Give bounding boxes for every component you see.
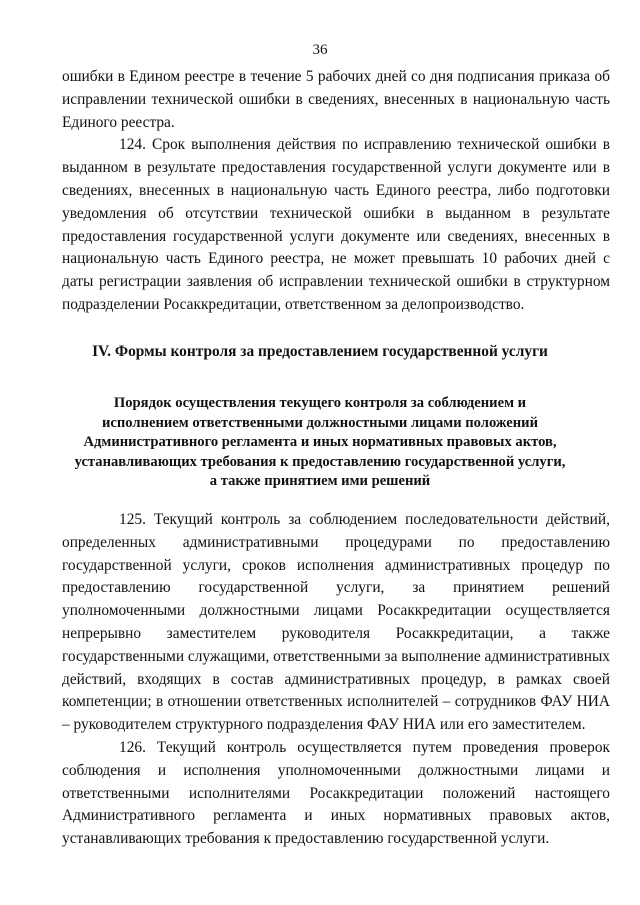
text-block-bottom xyxy=(62,509,610,851)
section-title: IV. Формы контроля за предоставлением государственной услуги xyxy=(92,343,548,360)
paragraph-continuation: ошибки в Едином реестре в течение 5 рабочих дней со дня подписания приказа об исправлении технической ошибки в сведениях, внесенных в национальную часть Единого реестра. xyxy=(62,68,610,131)
subsection-title: Порядок осуществления текущего контроля за соблюдением и исполнением ответственными должностными лицами положений Административного регламента и иных нормативных правовых актов, устанавливающих требования к предоставлению государственной услуги, а также принятием ими решений xyxy=(74,395,566,490)
paragraph-125: 125. Текущий контроль за соблюдением последовательности действий, определенных административными процедурами по предоставлению государственной услуги, сроков исполнения административных процедур по предоставлению государственной услуги, за принятием решений уполномоченными должностными лицами Росаккредитации осуществляется непрерывно заместителем руководителя Росаккредитации, а также государственными служащими, ответственными за выполнение административных действий, входящих в состав административных процедур, в рамках своей компетенции; в отношении ответственных исполнителей – сотрудников ФАУ НИА – руководителем структурного подразделения ФАУ НИА или его заместителем. xyxy=(62,511,610,734)
page-number: 36 xyxy=(312,42,328,58)
paragraph-126: 126. Текущий контроль осуществляется путем проведения проверок соблюдения и исполнения уполномоченными должностными лицами и ответственными исполнителями Росаккредитации положений настоящего Административного регламента и иных нормативных правовых актов, устанавливающих требования к предоставлению государственной услуги. xyxy=(62,738,610,848)
text-block-top xyxy=(62,66,610,317)
paragraph-124: 124. Срок выполнения действия по исправлению технической ошибки в выданном в результате предоставления государственной услуги документе или в сведениях, внесенных в национальную часть Единого реестра, либо подготовки уведомления об отсутствии технической ошибки в выданном в результате предоставления государственной услуги документе или сведениях, внесенных в национальную часть Единого реестра, не может превышать 10 рабочих дней с даты регистрации заявления об исправлении технической ошибки в структурном подразделении Росаккредитации, ответственном за делопроизводство. xyxy=(62,136,610,313)
